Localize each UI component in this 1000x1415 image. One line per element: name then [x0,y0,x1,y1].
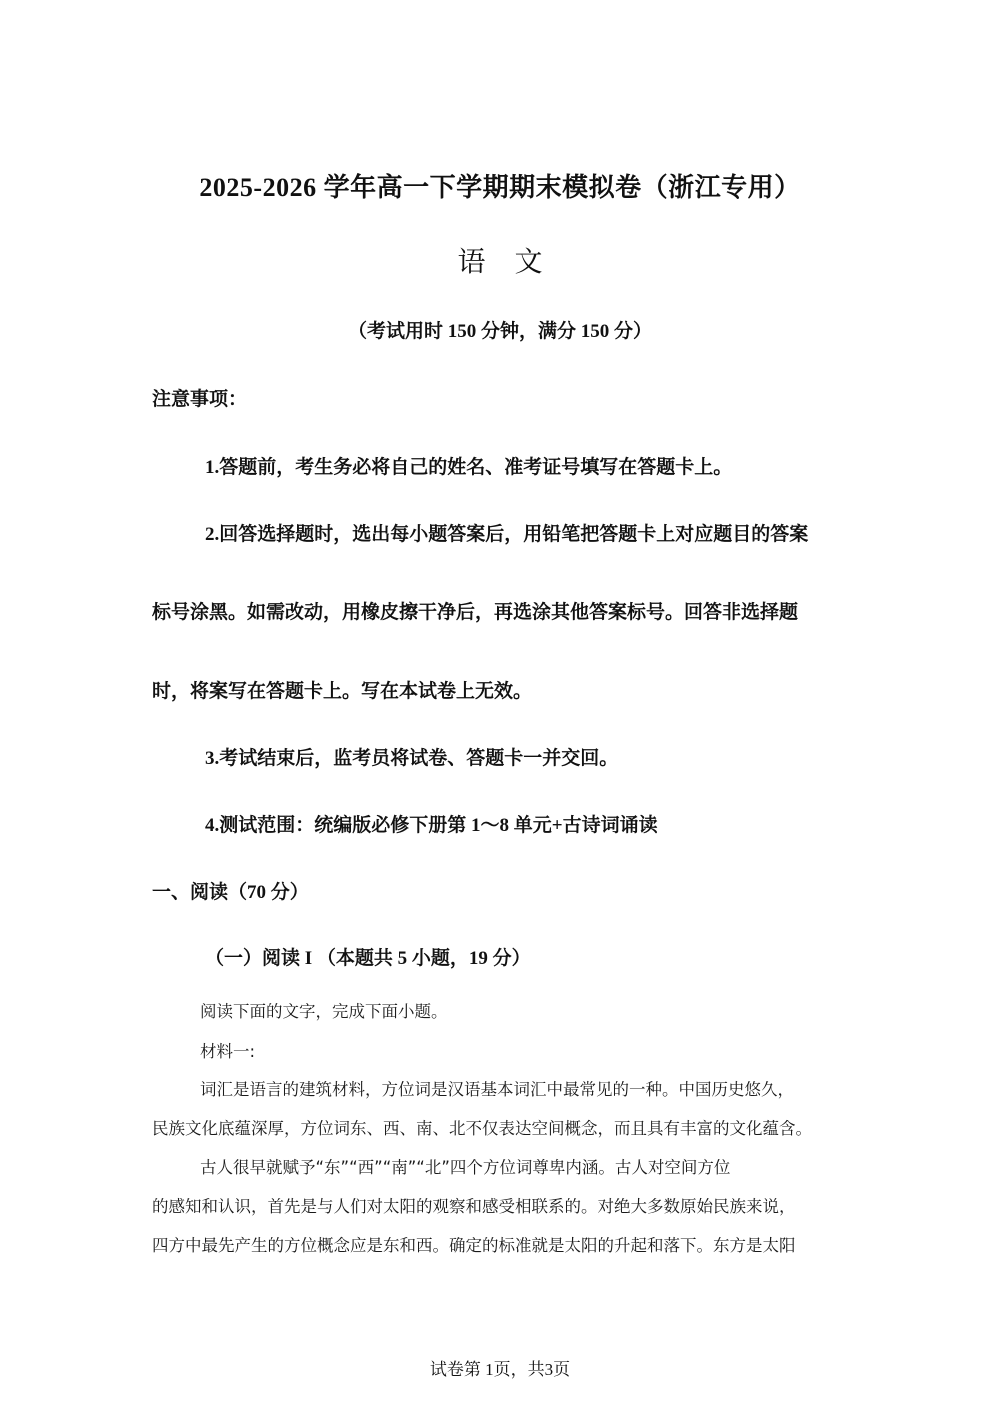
paragraph-1-line-2: 民族文化底蕴深厚，方位词东、西、南、北不仅表达空间概念，而且具有丰富的文化蕴含。 [152,1119,812,1138]
reading-instruction: 阅读下面的文字，完成下面小题。 [200,1002,448,1021]
notice-heading: 注意事项： [152,389,248,410]
notice-item-2-line-1: 2.回答选择题时，选出每小题答案后，用铅笔把答题卡上对应题目的答案 [205,524,809,545]
exam-info: （考试用时 150 分钟，满分 150 分） [347,321,652,342]
exam-title: 2025-2026 学年高一下学期期末模拟卷（浙江专用） [199,173,801,202]
paragraph-2-line-1: 古人很早就赋予“东”“西”“南”“北”四个方位词尊卑内涵。古人对空间方位 [200,1158,731,1177]
material-label: 材料一: [200,1042,256,1061]
section-heading: 一、阅读（70 分） [152,882,309,903]
paragraph-1-line-1: 词汇是语言的建筑材料，方位词是汉语基本词汇中最常见的一种。中国历史悠久， [200,1080,794,1099]
notice-item-3: 3.考试结束后，监考员将试卷、答题卡一并交回。 [205,748,619,769]
page-footer: 试卷第 1页，共3页 [429,1360,571,1379]
notice-item-2-line-3: 时，将案写在答题卡上。写在本试卷上无效。 [152,681,533,702]
paragraph-2-line-2: 的感知和认识，首先是与人们对太阳的观察和感受相联系的。对绝大多数原始民族来说， [152,1197,796,1216]
subject-heading: 语 文 [457,245,553,278]
subsection-heading: （一）阅读 I （本题共 5 小题，19 分） [205,948,531,969]
paragraph-2-line-3: 四方中最先产生的方位概念应是东和西。确定的标准就是太阳的升起和落下。东方是太阳 [152,1236,796,1255]
notice-item-2-line-2: 标号涂黑。如需改动，用橡皮擦干净后，再选涂其他答案标号。回答非选择题 [152,602,799,623]
notice-item-1: 1.答题前，考生务必将自己的姓名、准考证号填写在答题卡上。 [205,457,733,478]
notice-item-4: 4.测试范围：统编版必修下册第 1～8 单元+古诗词诵读 [205,815,658,836]
